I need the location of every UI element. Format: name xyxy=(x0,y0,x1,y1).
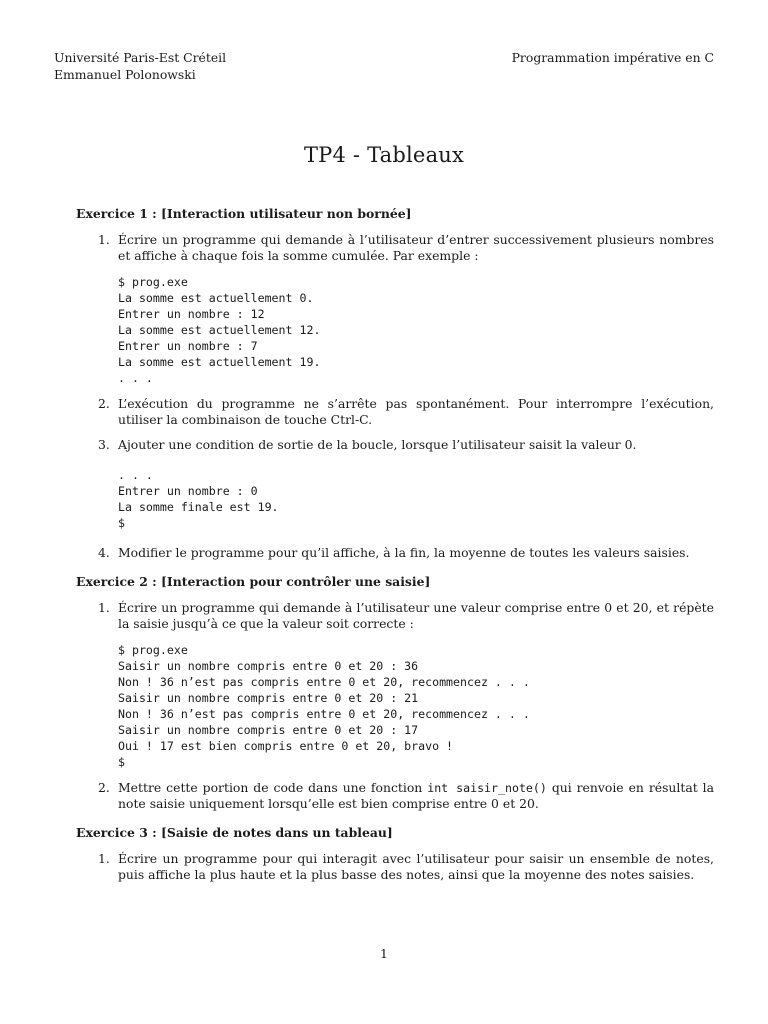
item-number: 2. xyxy=(98,780,110,795)
item-text: Écrire un programme pour qui interagit avec l’utilisateur pour saisir un ensemble de notes, puis affiche la plus haute et la plus basse des notes, ainsi que la moyenne des notes saisies. xyxy=(118,851,714,882)
exercise-3-list xyxy=(76,851,714,883)
exercise-1-item-3 xyxy=(76,437,714,531)
code-example: $ prog.exe Saisir un nombre compris entre 0 et 20 : 36 Non ! 36 n’est pas compris entre 0 et 20, recommencez . . . Saisir un nombre compris entre 0 et 20 : 21 Non ! 36 n’est pas compris entre 0 et 20, recommencez . . . Saisir un nombre compris entre 0 et 20 : 17 Oui ! 17 est bien compris entre 0 et 20, bravo ! $ xyxy=(118,643,530,769)
item-number: 1. xyxy=(98,600,110,615)
exercise-1-item-2 xyxy=(76,396,714,428)
author-name: Emmanuel Polonowski xyxy=(54,67,196,82)
item-text: Ajouter une condition de sortie de la boucle, lorsque l’utilisateur saisit la valeur 0. xyxy=(118,437,637,452)
item-text: Modifier le programme pour qu’il affiche, à la fin, la moyenne de toutes les valeurs saisies. xyxy=(118,545,690,560)
exercise-1-item-4 xyxy=(76,545,714,561)
item-number: 1. xyxy=(98,232,110,247)
item-number: 2. xyxy=(98,396,110,411)
item-text xyxy=(118,780,714,812)
code-example: . . . Entrer un nombre : 0 La somme finale est 19. $ xyxy=(118,468,279,530)
exercise-1-list xyxy=(76,232,714,561)
item-number: 1. xyxy=(98,851,110,866)
item-text-after: qui renvoie en résultat la note saisie uniquement lorsqu’elle est bien comprise entre 0 et 20. xyxy=(118,780,715,811)
item-text: Écrire un programme qui demande à l’utilisateur d’entrer successivement plusieurs nombres et affiche à chaque fois la somme cumulée. Par exemple : xyxy=(118,232,714,263)
exercise-3-item-1 xyxy=(76,851,714,883)
exercise-2-item-1 xyxy=(76,600,714,770)
code-example: $ prog.exe La somme est actuellement 0. Entrer un nombre : 12 La somme est actuellement 12. Entrer un nombre : 7 La somme est actuellement 19. . . . xyxy=(118,275,321,385)
item-number: 4. xyxy=(98,545,110,560)
page-number: 1 xyxy=(380,946,388,961)
item-number: 3. xyxy=(98,437,110,452)
course-name: Programmation impérative en C xyxy=(511,50,714,65)
university-name: Université Paris-Est Créteil xyxy=(54,50,227,65)
inline-code: int saisir_note() xyxy=(427,781,547,795)
item-text: L’exécution du programme ne s’arrête pas spontanément. Pour interrompre l’exécution, utiliser la combinaison de touche Ctrl-C. xyxy=(118,396,714,427)
exercise-2-list xyxy=(76,600,714,812)
page-title: TP4 - Tableaux xyxy=(303,143,465,167)
content xyxy=(76,206,714,892)
exercise-1-title: Exercice 1 : [Interaction utilisateur non bornée] xyxy=(76,206,412,221)
header-left xyxy=(54,49,226,83)
exercise-3-title: Exercice 3 : [Saisie de notes dans un tableau] xyxy=(76,825,393,840)
item-text: Écrire un programme qui demande à l’utilisateur une valeur comprise entre 0 et 20, et répète la saisie jusqu’à ce que la valeur soit correcte : xyxy=(118,600,714,631)
exercise-1-item-1 xyxy=(76,232,714,386)
exercise-2-title: Exercice 2 : [Interaction pour contrôler une saisie] xyxy=(76,574,431,589)
item-text-before: Mettre cette portion de code dans une fonction xyxy=(118,780,428,795)
exercise-2-item-2 xyxy=(76,780,714,812)
